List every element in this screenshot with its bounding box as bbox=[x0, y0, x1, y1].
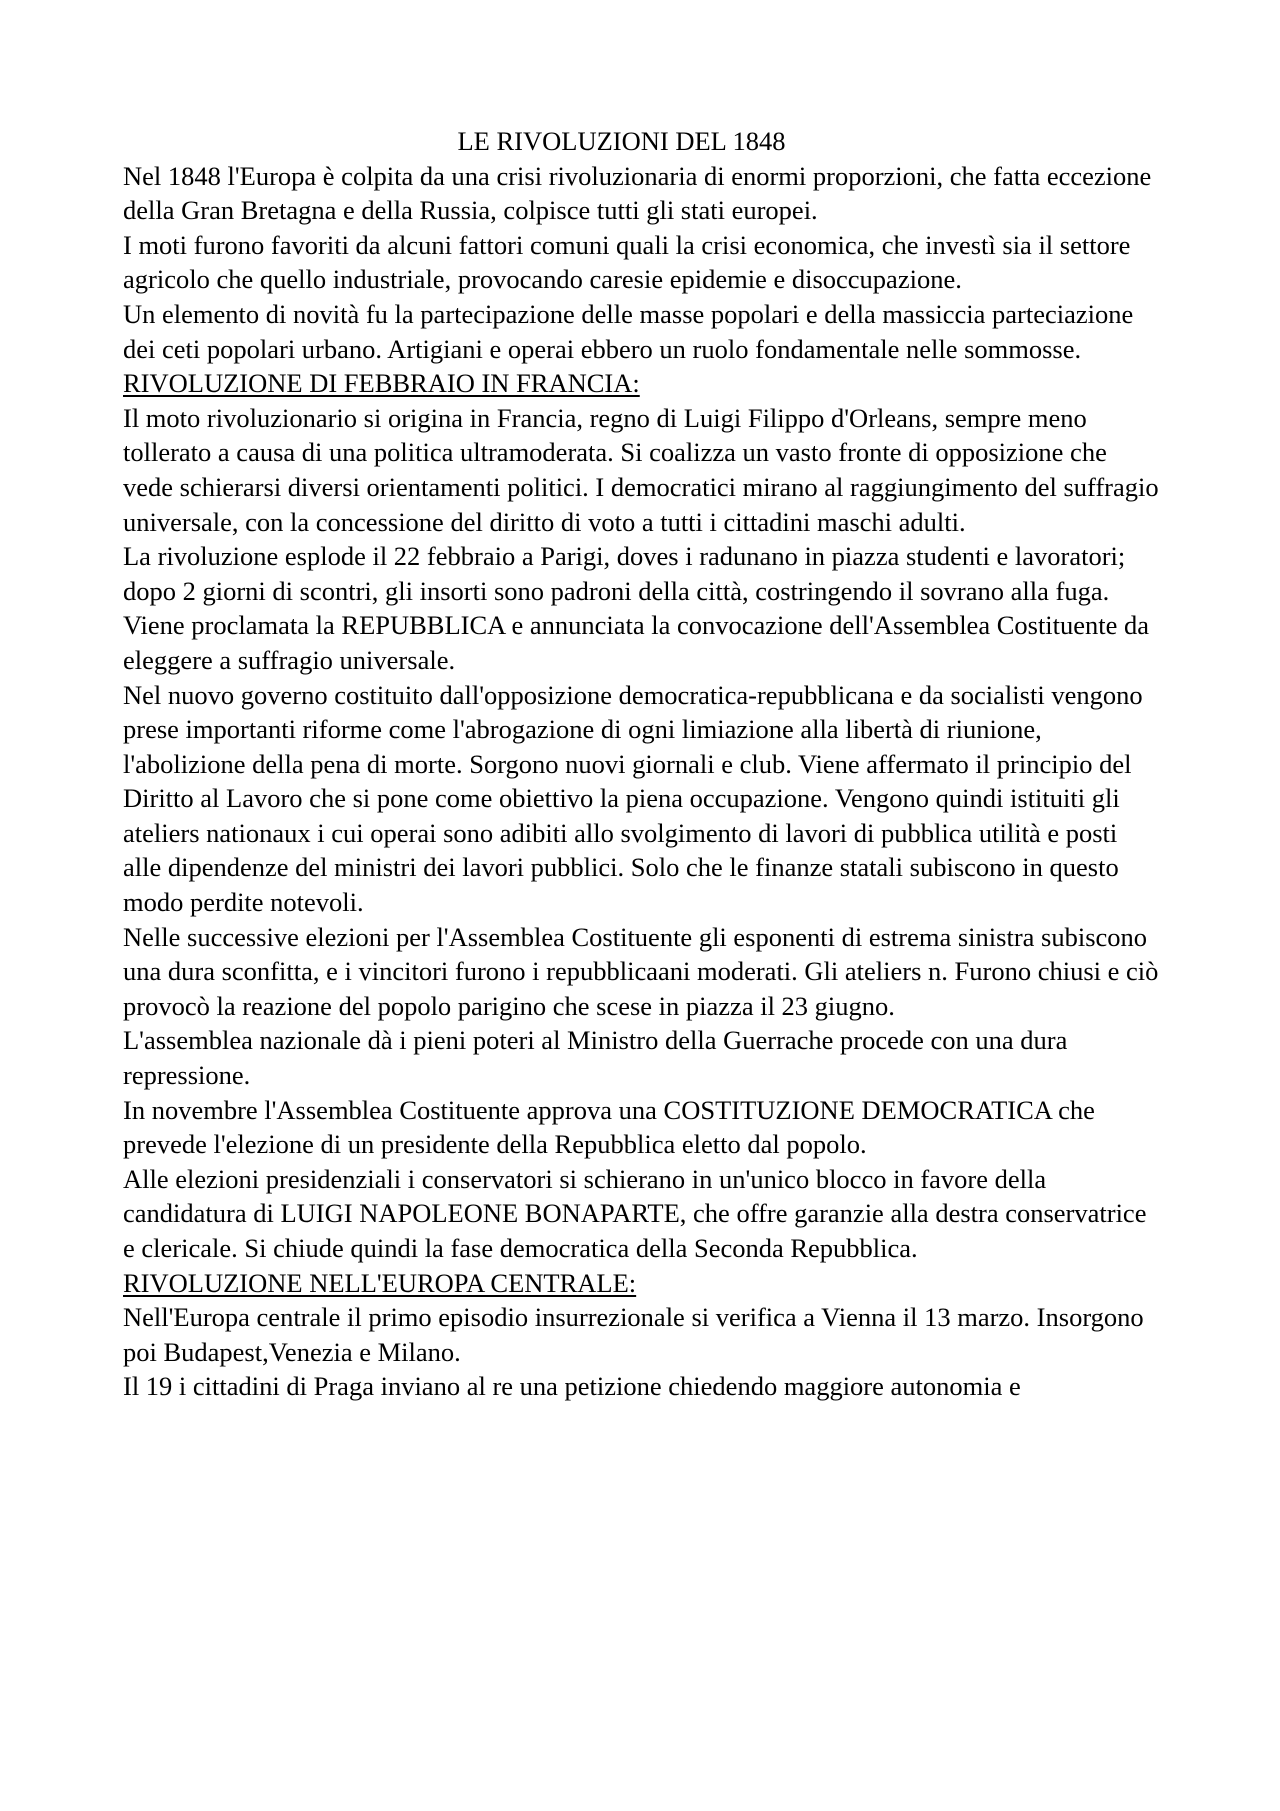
paragraph: Nel nuovo governo costituito dall'opposizione democratica-repubblicana e da socialisti vengono prese importanti riforme come l'abrogazione di ogni limiazione alla libertà di riunione, l'abolizione della pena di morte. Sorgono nuovi giornali e club. Viene affermato il principio del Diritto al Lavoro che si pone come obiettivo la piena occupazione. Vengono quindi istituiti gli ateliers nationaux i cui operai sono adibiti allo svolgimento di lavori di pubblica utilità e posti alle dipendenze del ministri dei lavori pubblici. Solo che le finanze statali subiscono in questo modo perdite notevoli. bbox=[123, 679, 1143, 918]
paragraph: Viene proclamata la REPUBBLICA e annunciata la convocazione dell'Assemblea Costituente da eleggere a suffragio universale. bbox=[123, 610, 1150, 675]
paragraph: Alle elezioni presidenziali i conservatori si schierano in un'unico blocco in favore della candidatura di LUIGI NAPOLEONE BONAPARTE, che offre garanzie alla destra conservatrice e clericale. Si chiude quindi la fase democratica della Seconda Repubblica. bbox=[123, 1163, 1147, 1263]
paragraph: Un elemento di novità fu la partecipazione delle masse popolari e della massiccia parteciazione dei ceti popolari urbano. Artigiani e operai ebbero un ruolo fondamentale nelle sommosse. bbox=[123, 298, 1134, 364]
paragraph: In novembre l'Assemblea Costituente approva una COSTITUZIONE DEMOCRATICA che prevede l'elezione di un presidente della Repubblica eletto dal popolo. bbox=[123, 1094, 1095, 1160]
paragraph: Nell'Europa centrale il primo episodio insurrezionale si verifica a Vienna il 13 marzo. Insorgono poi Budapest,Venezia e Milano. bbox=[123, 1302, 1144, 1367]
paragraph: L'assemblea nazionale dà i pieni poteri al Ministro della Guerrache procede con una dura repressione. bbox=[123, 1025, 1068, 1091]
section-heading: RIVOLUZIONE DI FEBBRAIO IN FRANCIA: bbox=[123, 368, 640, 399]
paragraph: La rivoluzione esplode il 22 febbraio a Parigi, doves i radunano in piazza studenti e lavoratori; dopo 2 giorni di scontri, gli insorti sono padroni della città, costringendo il sovrano alla fuga. bbox=[123, 541, 1126, 606]
paragraph: Il moto rivoluzionario si origina in Francia, regno di Luigi Filippo d'Orleans, sempre meno tollerato a causa di una politica ultramoderata. Si coalizza un vasto fronte di opposizione che vede schierarsi diversi orientamenti politici. I democratici mirano al raggiungimento del suffragio universale, con la concessione del diritto di voto a tutti i cittadini maschi adulti. bbox=[123, 402, 1159, 537]
section-heading: RIVOLUZIONE NELL'EUROPA CENTRALE: bbox=[123, 1267, 637, 1298]
paragraph: I moti furono favoriti da alcuni fattori comuni quali la crisi economica, che investì sia il settore agricolo che quello industriale, provocando caresie epidemie e disoccupazione. bbox=[123, 229, 1131, 295]
page-title: LE RIVOLUZIONI DEL 1848 bbox=[457, 126, 786, 156]
paragraph: Nelle successive elezioni per l'Assemblea Costituente gli esponenti di estrema sinistra subiscono una dura sconfitta, e i vincitori furono i repubblicaani moderati. Gli ateliers n. Furono chiusi e ciò provocò la reazione del popolo parigino che scese in piazza il 23 giugno. bbox=[123, 921, 1159, 1021]
paragraph: Nel 1848 l'Europa è colpita da una crisi rivoluzionaria di enormi proporzioni, che fatta eccezione della Gran Bretagna e della Russia, colpisce tutti gli stati europei. bbox=[123, 160, 1152, 226]
paragraph: Il 19 i cittadini di Praga inviano al re una petizione chiedendo maggiore autonomia e bbox=[123, 1371, 1021, 1402]
